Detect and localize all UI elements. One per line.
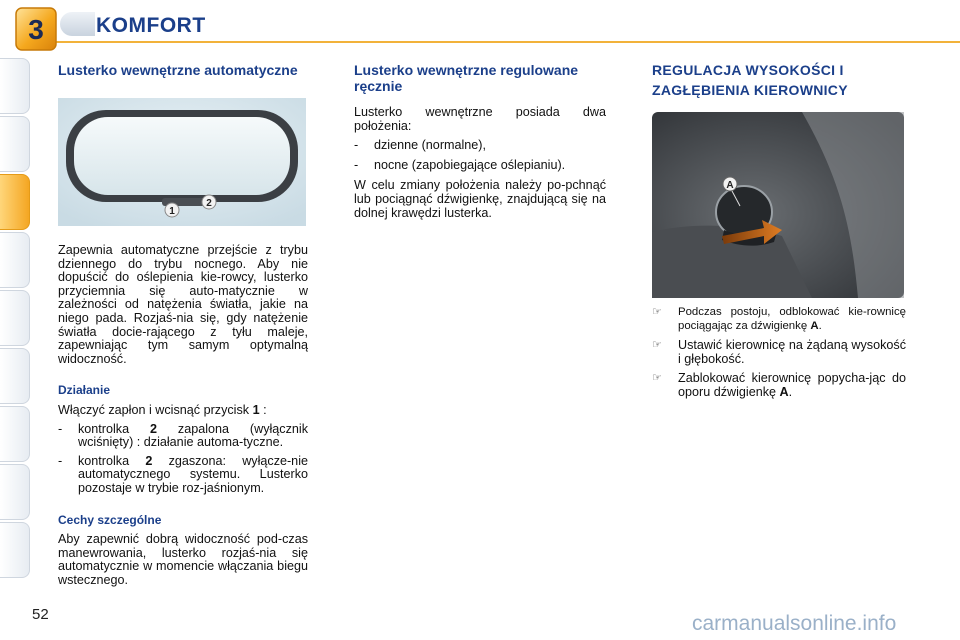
chapter-badge [14,6,58,52]
pointing-hand-icon: ☞ [652,339,662,352]
steering-step-2 [652,339,906,366]
pointing-hand-icon: ☞ [652,306,662,318]
chapter-tab-8[interactable] [0,464,30,520]
photo-label-a: A [726,180,734,191]
dash-marker: - [58,453,63,468]
section-heading-manual-mirror: Lusterko wewnętrzne regulowane ręcznie [354,62,579,94]
manual-mirror-item-2 [354,159,606,173]
operation-ref: 1 [252,402,260,417]
special-heading: Cechy szczególne [58,512,162,527]
chapter-tab-1[interactable] [0,58,30,114]
operation-colon: : [259,402,267,417]
step-text-end: . [818,319,822,332]
auto-mirror-intro: Zapewnia automatyczne przejście z trybu dziennego do trybu nocnego. Aby nie dopuścić do oślepienia kie-rowcy, lusterko przyciemnia się auto-matycznie w zależności od natężenia światła, jakie na niego pada. Rozjaś-nia się, gdy natężenie światła docie-rającego z tyłu maleje, zapewniając tym samym optymalną widoczność. [58,243,308,366]
chapter-tab-5[interactable] [0,290,30,346]
item-text: nocne (zapobiegające oślepianiu). [374,157,566,172]
step-text-end: . [788,384,793,399]
dash-marker: - [354,157,359,172]
step-ref: A [779,384,789,399]
watermark: carmanualsonline.info [692,612,897,635]
page-number: 52 [32,606,49,623]
chapter-tab-4[interactable] [0,232,30,288]
operation-item-1 [58,423,308,450]
chapter-tab-3-active[interactable] [0,174,30,230]
item-ref: 2 [150,421,158,436]
chapter-tab-9[interactable] [0,522,30,578]
item-text-rest: zapalona (wyłącznik wciśnięty) : działanie automa-tyczne. [78,421,308,450]
section-heading-steering: REGULACJA WYSOKOŚCI I ZAGŁĘBIENIA KIEROWNICY [652,62,848,98]
page-header [0,0,960,48]
manual-mirror-intro: Lusterko wewnętrzne posiada dwa położenia: [354,105,606,133]
chapter-tab-6[interactable] [0,348,30,404]
dash-marker: - [58,421,63,436]
item-text: dzienne (normalne), [374,138,487,153]
special-text: Aby zapewnić dobrą widoczność pod-czas manewrowania, lusterko rozjaś-nia się automatycznie w momencie włączania biegu wstecznego. [58,532,308,587]
manual-mirror-item-1 [354,139,606,153]
operation-instruction: Włączyć zapłon i wcisnąć przycisk [58,402,250,417]
operation-text [58,404,308,418]
steering-step-3 [652,372,906,399]
photo-label-1: 1 [169,206,175,217]
step-text: Ustawić kierownicę na żądaną wysokość i głębokość. [678,338,906,366]
item-text-rest: zgaszona: wyłącze-nie automatycznego systemu. Lusterko pozostaje w trybie roz-jaśnionym. [78,453,308,495]
chapter-title: KOMFORT [96,14,206,37]
manual-mirror-note: W celu zmiany położenia należy po-pchnąć lub pociągnąć dźwigienkę, znajdującą się na dolnej krawędzi lusterka. [354,178,606,220]
column-auto-mirror [58,62,310,78]
auto-mirror-photo [58,98,306,226]
column-steering [652,60,908,100]
steering-step-1 [652,306,906,333]
photo-label-2: 2 [206,198,212,209]
steering-instructions [652,306,906,406]
auto-mirror-body [58,244,308,587]
steering-lever-photo [652,112,904,298]
header-tab-connector [60,12,95,36]
item-text: kontrolka [78,421,150,436]
dash-marker: - [354,138,359,153]
operation-heading: Działanie [58,383,111,398]
side-chapter-tabs [0,58,34,578]
column-manual-mirror [354,62,606,220]
header-rule [40,41,960,43]
step-text: Podczas postoju, odblokować kie-rownicę pociągając za dźwigienkę [678,306,906,332]
step-ref: A [810,319,819,332]
chapter-number: 3 [28,14,44,45]
item-text: kontrolka [78,453,146,468]
item-ref: 2 [145,453,153,468]
chapter-tab-7[interactable] [0,406,30,462]
chapter-tab-2[interactable] [0,116,30,172]
step-text: Zablokować kierownicę popycha-jąc do oporu dźwigienkę [678,371,906,399]
operation-item-2 [58,455,308,496]
section-heading-auto-mirror: Lusterko wewnętrzne automatyczne [58,62,298,78]
pointing-hand-icon: ☞ [652,372,662,385]
